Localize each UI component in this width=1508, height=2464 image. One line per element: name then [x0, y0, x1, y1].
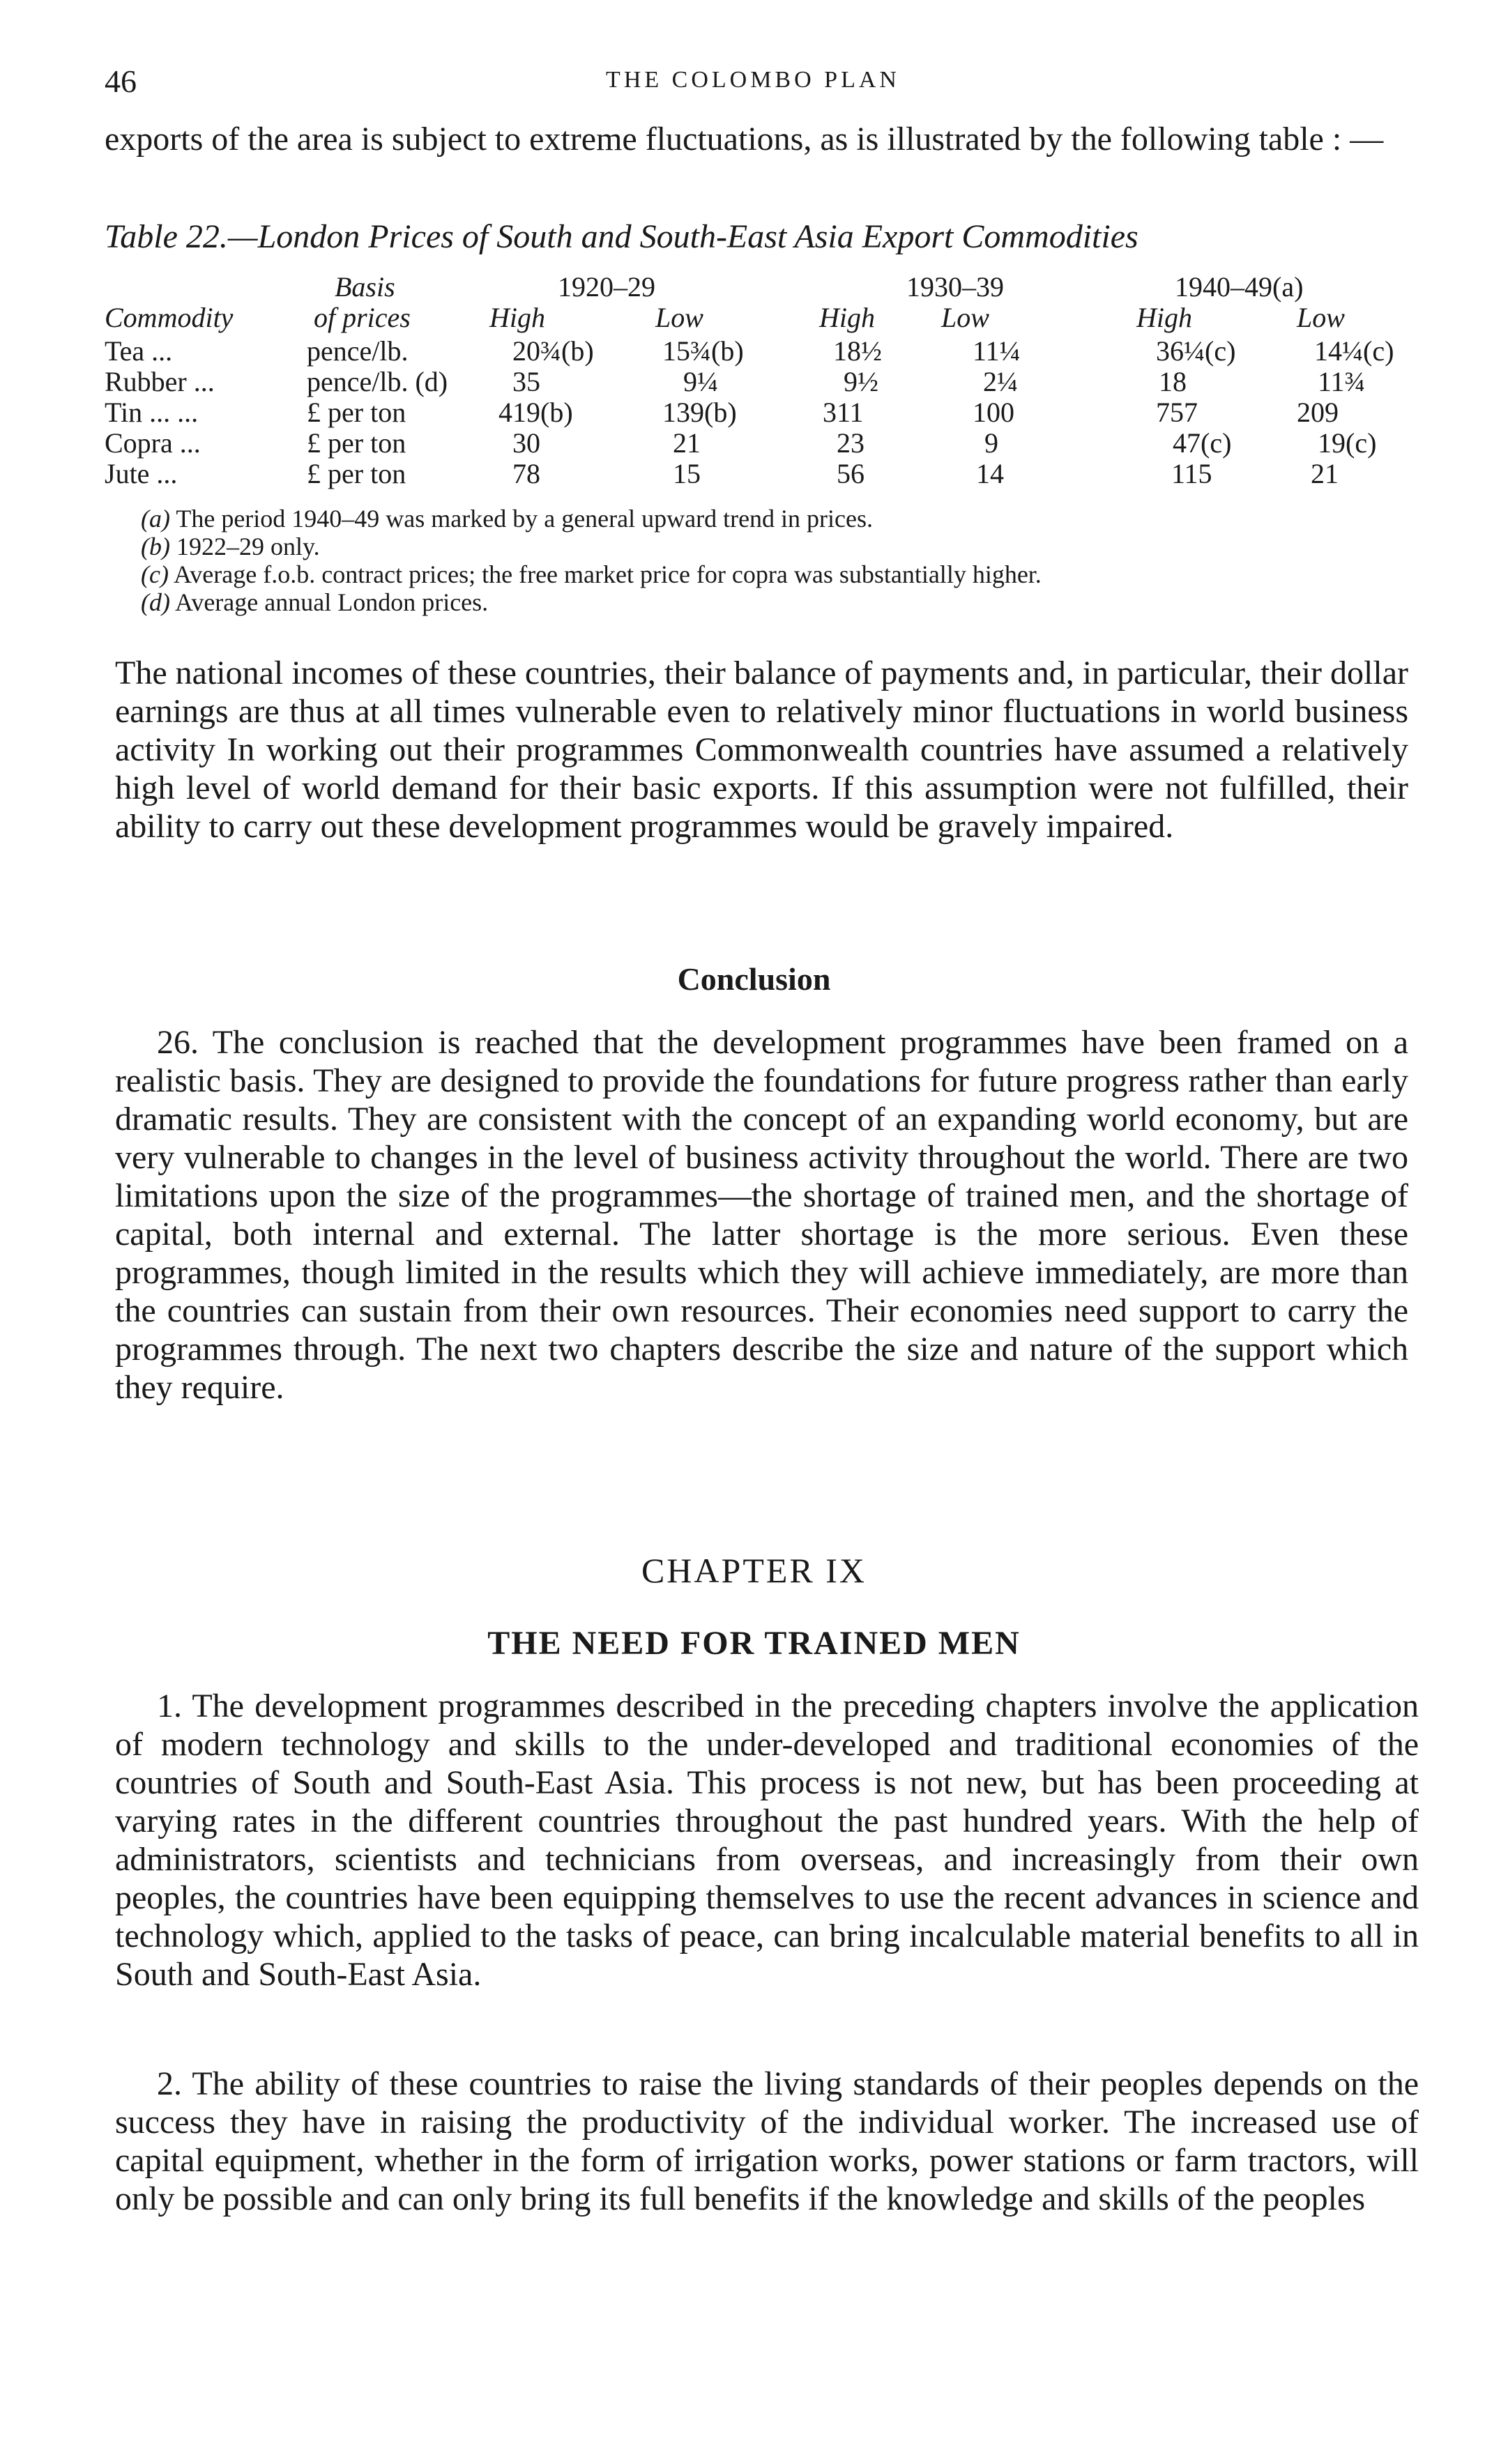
footnote-a	[141, 505, 1408, 533]
header-of-prices: of prices	[314, 302, 411, 333]
table-cell: 311	[823, 397, 864, 428]
table-cell: 30	[512, 427, 540, 459]
table-cell: 23	[837, 427, 865, 459]
table-cell: 2¼	[983, 366, 1018, 397]
footnote-c	[141, 560, 1408, 588]
header-low-2: Low	[941, 302, 989, 333]
table-cell: 9¼	[683, 366, 718, 397]
header-period-1940: 1940–49(a)	[1175, 271, 1304, 303]
table-cell: 100	[973, 397, 1014, 428]
footnote-d	[141, 588, 1408, 616]
row-tea-commodity: Tea ...	[105, 335, 173, 367]
row-copra-commodity: Copra ...	[105, 427, 201, 459]
footnote-key: (a)	[141, 505, 170, 533]
table-cell: 21	[1311, 458, 1339, 489]
table-cell: 19(c)	[1318, 427, 1377, 459]
table-cell: 139(b)	[662, 397, 737, 428]
row-copra-basis: £ per ton	[307, 427, 406, 459]
page-header	[105, 63, 1401, 105]
table-cell: 11¾	[1318, 366, 1366, 397]
header-commodity: Commodity	[105, 302, 234, 333]
row-tin-commodity: Tin ... ...	[105, 397, 199, 428]
chapter-paragraph-1: 1. The development programmes described in the preceding chapters involve the application of modern technology and skills to the under-developed and traditional economies of the countries of South and South-East Asia. This process is not new, but has been proceeding at varying rates in the different countries throughout the past hundred years. With the help of administrators, scientists and technicians from overseas, and increasingly from their own peoples, the countries have been equipping themselves to use the recent advances in science and technology which, applied to the tasks of peace, can bring incalculable material benefits to all in South and South-East Asia.	[115, 1688, 1419, 1993]
intro-paragraph: exports of the area is subject to extreme fluctuations, as is illustrated by the following table : —	[105, 121, 1384, 158]
header-period-1930: 1930–39	[906, 271, 1004, 303]
header-high-2: High	[819, 302, 875, 333]
header-basis: Basis	[335, 271, 395, 303]
footnote-key: (b)	[141, 533, 170, 560]
table-cell: 47(c)	[1173, 427, 1232, 459]
table-cell: 209	[1297, 397, 1339, 428]
table-cell: 9	[984, 427, 998, 459]
row-jute-basis: £ per ton	[307, 458, 406, 489]
national-incomes-paragraph: The national incomes of these countries, their balance of payments and, in particular, their dollar earnings are thus at all times vulnerable even to relatively minor fluctuations in world business activity In working out their programmes Commonwealth countries have assumed a relatively high level of world demand for their basic exports. If this assumption were not fulfilled, their ability to carry out these development programmes would be gravely impaired.	[115, 655, 1408, 845]
table-cell: 15¾(b)	[662, 335, 744, 367]
header-period-1920: 1920–29	[558, 271, 655, 303]
table-cell: 36¼(c)	[1156, 335, 1236, 367]
header-low-3: Low	[1297, 302, 1345, 333]
table-cell: 18	[1159, 366, 1187, 397]
table-cell: 14	[976, 458, 1004, 489]
footnote-text: 1922–29 only.	[176, 533, 320, 560]
table-cell: 56	[837, 458, 865, 489]
table-cell: 115	[1171, 458, 1212, 489]
footnote-key: (c)	[141, 560, 169, 588]
header-high-3: High	[1136, 302, 1192, 333]
row-tin-basis: £ per ton	[307, 397, 406, 428]
header-high-1: High	[489, 302, 545, 333]
chapter-title: THE NEED FOR TRAINED MEN	[487, 1625, 1021, 1662]
table-caption: Table 22.—London Prices of South and South-East Asia Export Commodities	[105, 218, 1138, 255]
table-cell: 14¼(c)	[1314, 335, 1394, 367]
table-cell: 757	[1156, 397, 1198, 428]
table-cell: 15	[673, 458, 701, 489]
row-tea-basis: pence/lb.	[307, 335, 409, 367]
row-rubber-commodity: Rubber ...	[105, 366, 215, 397]
table-cell: 35	[512, 366, 540, 397]
table-cell: 21	[673, 427, 701, 459]
page-number: 46	[105, 63, 137, 99]
row-jute-commodity: Jute ...	[105, 458, 178, 489]
footnote-b	[141, 533, 1408, 560]
row-rubber-basis: pence/lb. (d)	[307, 366, 448, 397]
table-cell: 11¼	[973, 335, 1021, 367]
table-cell: 78	[512, 458, 540, 489]
conclusion-paragraph: 26. The conclusion is reached that the development programmes have been framed on a realistic basis. They are designed to provide the foundations for future progress rather than early dramatic results. They are consistent with the concept of an expanding world economy, but are very vulnerable to changes in the level of business activity throughout the world. There are two limitations upon the size of the programmes—the shortage of trained men, and the shortage of capital, both internal and external. The latter shortage is the more serious. Even these programmes, though limited in the results which they will achieve immediately, are more than the countries can sustain from their own resources. Their economies need support to carry the programmes through. The next two chapters describe the size and nature of the support which they require.	[115, 1024, 1408, 1406]
chapter-label: CHAPTER IX	[641, 1551, 867, 1590]
footnote-text: Average annual London prices.	[175, 588, 489, 616]
table-cell: 419(b)	[498, 397, 573, 428]
header-low-1: Low	[655, 302, 703, 333]
chapter-paragraph-2: 2. The ability of these countries to raise the living standards of their peoples depends on the success they have in raising the productivity of the individual worker. The increased use of capital equipment, whether in the form of irrigation works, power stations or farm tractors, will only be possible and can only bring its full benefits if the knowledge and skills of the peoples	[115, 2065, 1419, 2217]
conclusion-heading: Conclusion	[677, 961, 831, 997]
table-cell: 9½	[844, 366, 878, 397]
table-cell: 20¾(b)	[512, 335, 594, 367]
table-cell: 18½	[833, 335, 882, 367]
footnote-text: The period 1940–49 was marked by a general upward trend in prices.	[176, 505, 874, 533]
table-footnotes	[105, 505, 1408, 616]
running-title: THE COLOMBO PLAN	[606, 67, 900, 93]
footnote-key: (d)	[141, 588, 170, 616]
footnote-text: Average f.o.b. contract prices; the free market price for copra was substantially higher.	[173, 560, 1042, 588]
